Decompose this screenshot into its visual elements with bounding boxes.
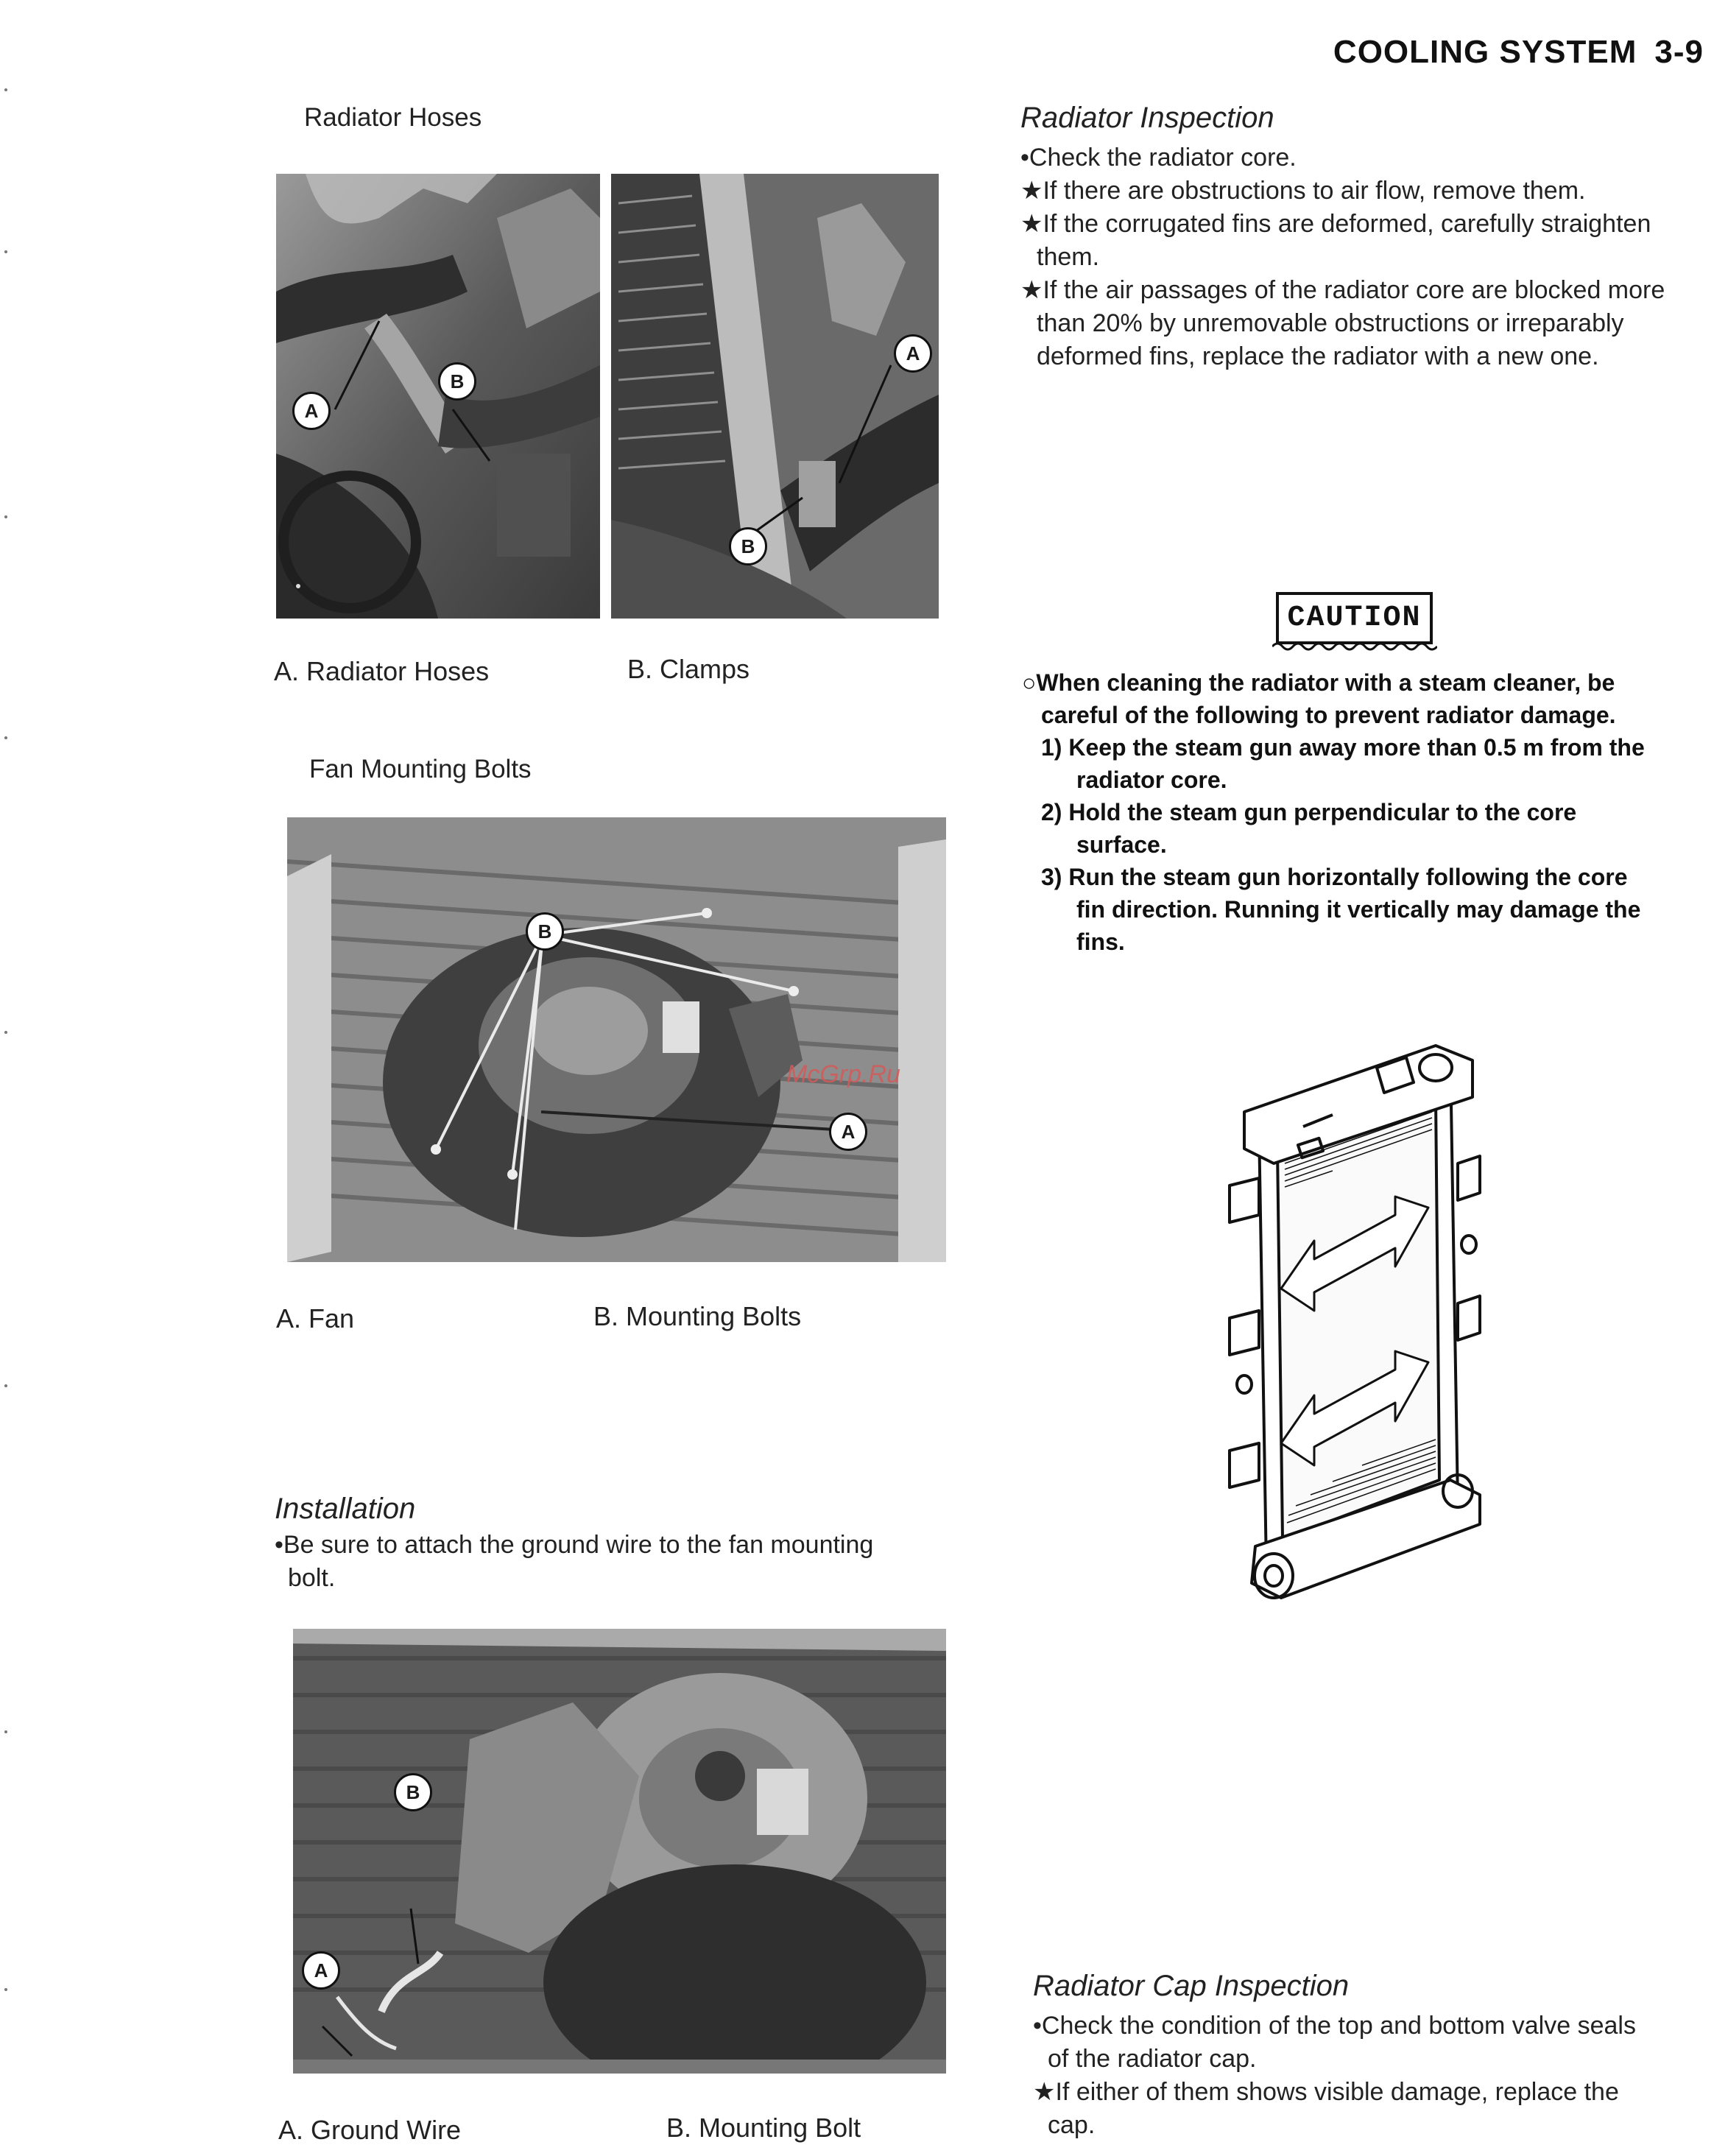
callout-a-marker: A: [302, 1951, 340, 1990]
radiator-inspection-title: Radiator Inspection: [1020, 102, 1274, 134]
inspection-line: ★If there are obstructions to air flow, remove them.: [1020, 177, 1586, 205]
caution-line: fin direction. Running it vertically may damage the: [1076, 896, 1641, 923]
scan-dot: [4, 1988, 7, 1991]
installation-text: [275, 1529, 873, 1595]
scan-dot: [4, 736, 7, 739]
header-title: COOLING SYSTEM: [1333, 34, 1637, 70]
scan-dot: [4, 88, 7, 91]
radiator-hoses-photo-left: [276, 174, 600, 619]
fig2-title: Fan Mounting Bolts: [309, 755, 532, 783]
callout-a-marker: A: [292, 392, 331, 430]
fig1-title: Radiator Hoses: [304, 103, 482, 132]
callout-b-marker: B: [394, 1773, 432, 1811]
caution-step: 2) Hold the steam gun perpendicular to the core: [1041, 799, 1577, 825]
installation-title: Installation: [275, 1493, 416, 1525]
caution-line: fins.: [1076, 929, 1125, 955]
caution-step: 3) Run the steam gun horizontally following the core: [1041, 864, 1628, 890]
radiator-diagram: [1215, 1038, 1495, 1605]
radiator-inspection-text: [1020, 141, 1698, 373]
scan-dot: [4, 1730, 7, 1733]
inspection-line: ★If the air passages of the radiator core are blocked more: [1020, 276, 1665, 304]
fig2-caption-a: A. Fan: [276, 1303, 355, 1334]
ground-wire-photo: [293, 1629, 946, 2074]
watermark: McGrp.Ru: [786, 1060, 900, 1088]
callout-a-marker: A: [894, 334, 932, 373]
fig3-caption-b: B. Mounting Bolt: [666, 2113, 861, 2143]
callout-b-marker: B: [729, 527, 767, 566]
cap-line: ★If either of them shows visible damage, replace the: [1033, 2078, 1619, 2106]
scan-dot: [4, 1031, 7, 1034]
fig3-caption-a: A. Ground Wire: [278, 2115, 462, 2145]
caution-line: ○When cleaning the radiator with a steam cleaner, be: [1022, 669, 1615, 696]
callout-b-marker: B: [438, 362, 476, 401]
cap-line: cap.: [1048, 2111, 1096, 2139]
fan-mounting-photo: [287, 817, 946, 1262]
scan-dot: [4, 250, 7, 253]
page-number: 3-9: [1654, 34, 1704, 70]
inspection-line: deformed fins, replace the radiator with a new one.: [1037, 342, 1599, 370]
cap-inspection-text: [1033, 2009, 1703, 2142]
installation-line: bolt.: [288, 1564, 336, 1592]
caution-line: careful of the following to prevent radiator damage.: [1041, 702, 1616, 728]
caution-underline: [1272, 641, 1437, 652]
fig2-caption-b: B. Mounting Bolts: [593, 1301, 802, 1331]
inspection-line: ★If the corrugated fins are deformed, carefully straighten: [1020, 210, 1651, 238]
scan-dot: [4, 515, 7, 518]
inspection-line: •Check the radiator core.: [1020, 144, 1297, 172]
scan-dot: [4, 1384, 7, 1387]
caution-text: [1022, 666, 1699, 958]
caution-label: CAUTION: [1276, 592, 1433, 644]
cap-line: •Check the condition of the top and bottom valve seals: [1033, 2012, 1636, 2040]
inspection-line: them.: [1037, 243, 1100, 271]
installation-line: •Be sure to attach the ground wire to the fan mounting: [275, 1531, 874, 1559]
caution-step: 1) Keep the steam gun away more than 0.5 m from the: [1041, 734, 1645, 761]
inspection-line: than 20% by unremovable obstructions or irreparably: [1037, 309, 1624, 337]
caution-line: radiator core.: [1076, 767, 1227, 793]
fig1-caption-b: B. Clamps: [627, 654, 750, 684]
cap-inspection-title: Radiator Cap Inspection: [1033, 1970, 1350, 2002]
page-header: [1333, 34, 1704, 71]
fig1-caption-a: A. Radiator Hoses: [274, 656, 490, 686]
radiator-hoses-photo-right: [611, 174, 939, 619]
caution-line: surface.: [1076, 831, 1167, 858]
cap-line: of the radiator cap.: [1048, 2045, 1257, 2073]
callout-a-marker: A: [829, 1113, 867, 1151]
callout-b-marker: B: [526, 912, 564, 951]
